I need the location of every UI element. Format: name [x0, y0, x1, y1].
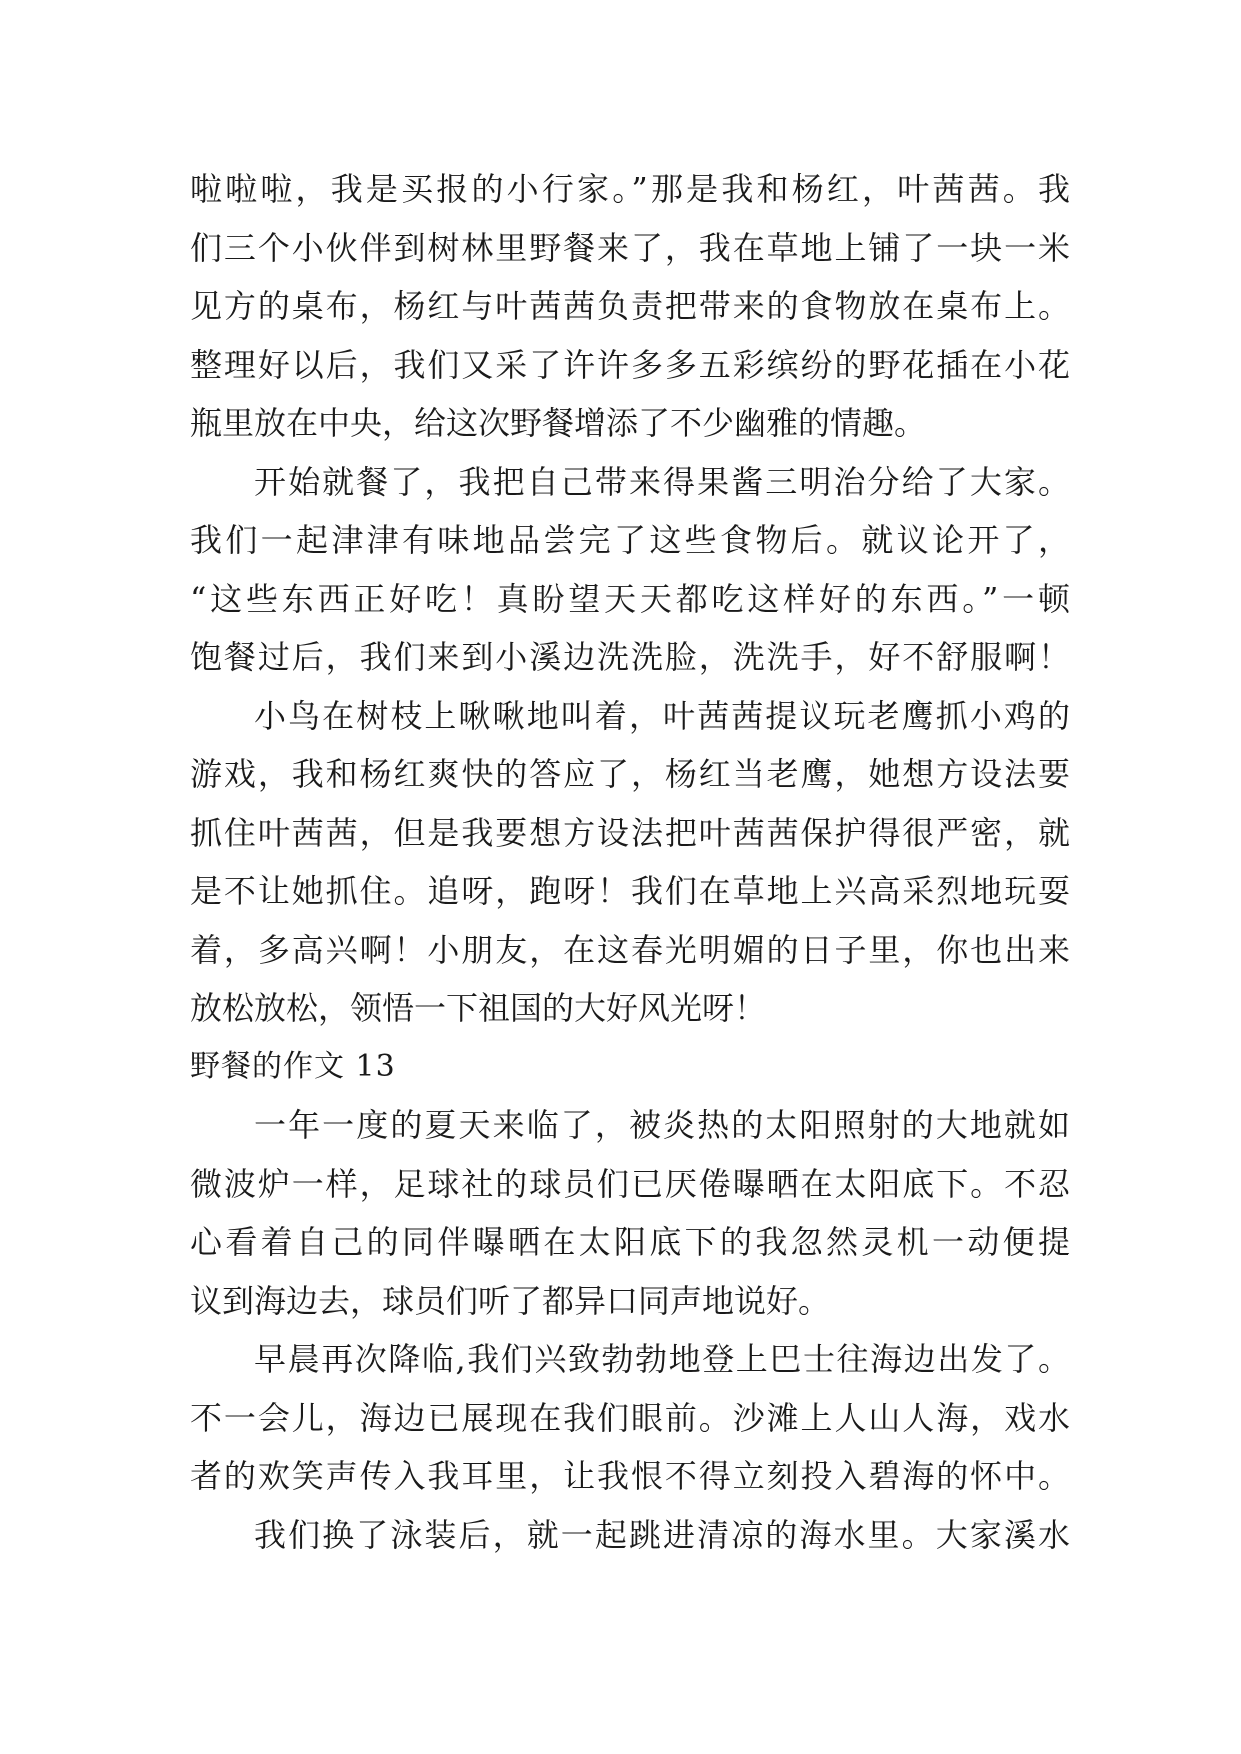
text-line: 游戏，我和杨红爽快的答应了，杨红当老鹰，她想方设法要: [190, 755, 1070, 793]
document-body: [190, 160, 1070, 1564]
text-line: 是不让她抓住。追呀，跑呀！我们在草地上兴高采烈地玩耍: [190, 872, 1070, 910]
section-heading: 野餐的作文 13: [190, 1048, 396, 1084]
paragraph-first-line: 早晨再次降临,我们兴致勃勃地登上巴士往海边出发了。: [254, 1340, 1070, 1378]
paragraph-first-line: 一年一度的夏天来临了，被炎热的太阳照射的大地就如: [254, 1106, 1070, 1144]
paragraph-first-line: 开始就餐了，我把自己带来得果酱三明治分给了大家。: [254, 462, 1070, 501]
text-line: 整理好以后，我们又采了许许多多五彩缤纷的野花插在小花: [190, 345, 1070, 384]
text-line: 啦啦啦，我是买报的小行家。”那是我和杨红，叶茜茜。我: [190, 170, 1070, 208]
paragraph-first-line: 我们换了泳装后，就一起跳进清凉的海水里。大家溪水: [254, 1515, 1070, 1554]
text-line: 我们一起津津有味地品尝完了这些食物后。就议论开了，: [190, 521, 1070, 559]
paragraph-first-line: 小鸟在树枝上啾啾地叫着，叶茜茜提议玩老鹰抓小鸡的: [254, 696, 1070, 735]
text-line: “这些东西正好吃！真盼望天天都吃这样好的东西。”一顿: [190, 579, 1070, 618]
text-line: 们三个小伙伴到树林里野餐来了，我在草地上铺了一块一米: [190, 228, 1070, 267]
text-line: 者的欢笑声传入我耳里，让我恨不得立刻投入碧海的怀中。: [190, 1457, 1070, 1495]
text-line: 着，多高兴啊！小朋友，在这春光明媚的日子里，你也出来: [190, 930, 1070, 969]
text-line: 议到海边去，球员们听了都异口同声地说好。: [190, 1281, 831, 1320]
text-line: 放松放松，领悟一下祖国的大好风光呀！: [190, 989, 767, 1027]
text-line: 微波炉一样，足球社的球员们已厌倦曝晒在太阳底下。不忍: [190, 1164, 1070, 1203]
text-line: 瓶里放在中央，给这次野餐增添了不少幽雅的情趣。: [190, 404, 927, 442]
text-line: 心看着自己的同伴曝晒在太阳底下的我忽然灵机一动便提: [190, 1223, 1070, 1261]
text-line: 不一会儿，海边已展现在我们眼前。沙滩上人山人海，戏水: [190, 1398, 1070, 1437]
text-line: 抓住叶茜茜，但是我要想方设法把叶茜茜保护得很严密，就: [190, 813, 1070, 852]
text-line: 饱餐过后，我们来到小溪边洗洗脸，洗洗手，好不舒服啊！: [190, 638, 1070, 676]
text-line: 见方的桌布，杨红与叶茜茜负责把带来的食物放在桌布上。: [190, 287, 1070, 325]
